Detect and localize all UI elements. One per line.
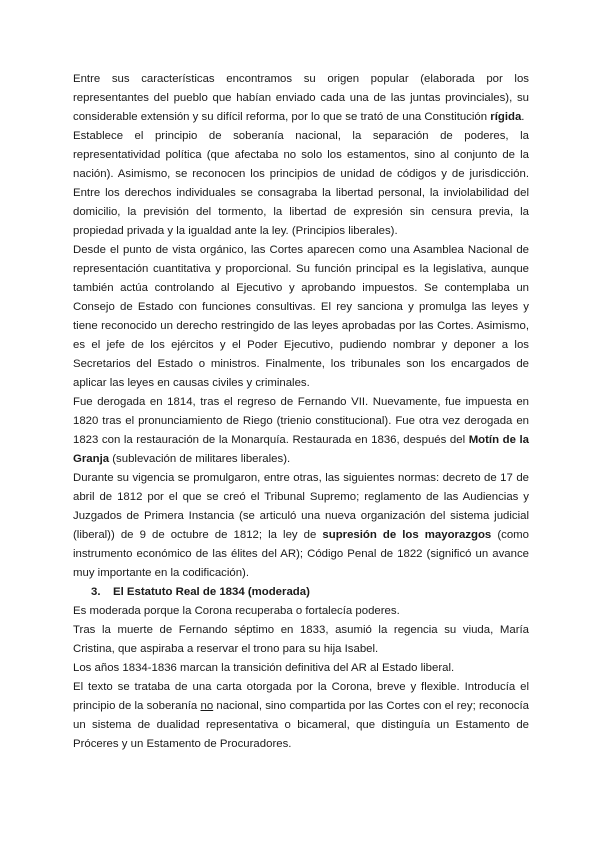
no-underlined: no (200, 700, 214, 712)
paragraph-carta-otorgada: El texto se trataba de una carta otorgada por la Corona, breve y flexible. Introducía el principio de la soberanía no nacional, sino compartida por las Cortes con el rey; reconocía un sistema de dualidad representativa o bicameral, que distinguía un Estamento de Próceres y un Estamento de Procuradores. (73, 681, 529, 750)
paragraph-regency: Tras la muerte de Fernando séptimo en 1833, asumió la regencia su viuda, María Cristina, que aspiraba a reservar el trono para su hija Isabel. (73, 624, 529, 655)
mayorazgos-bold: supresión de los mayorazgos (322, 529, 492, 541)
heading-text: El Estatuto Real de 1834 (moderada) (113, 586, 310, 598)
heading-number: 3. (91, 586, 101, 598)
paragraph-transition: Los años 1834-1836 marcan la transición definitiva del AR al Estado liberal. (73, 662, 455, 674)
paragraph-principles: Establece el principio de soberanía nacional, la separación de poderes, la representatividad política (que afectaba no solo los estamentos, sino al conjunto de la nación). Asimismo, se reconocen los principios de unidad de códigos y de jurisdicción. Entre los derechos individuales se consagraba la libertad personal, la inviolabilidad del domicilio, la previsión del tormento, la libertad de expresión sin censura previa, la propiedad privada y la igualdad ante la ley. (Principios liberales). (73, 130, 529, 237)
rigida-bold: rígida (490, 111, 522, 123)
paragraph-norms: Durante su vigencia se promulgaron, entre otras, las siguientes normas: decreto de 17 de abril de 1812 por el que se creó el Tribunal Supremo; reglamento de las Audiencias y Juzgados de Primera Instancia (se articuló una nueva organización del sistema judicial (liberal)) de 9 de octubre de 1812; la ley de supresión de los mayorazgos (como instrumento económico de las élites del AR); Código Penal de 1822 (significó un avance muy importante en la codificación). (73, 472, 529, 579)
section-heading (73, 583, 529, 602)
paragraph-characteristics: Entre sus características encontramos su origen popular (elaborada por los representantes del pueblo que habían enviado cada una de las juntas provinciales), su considerable extensión y su difícil reforma, por lo que se trató de una Constitución rígida. (73, 73, 529, 123)
paragraph-moderada: Es moderada porque la Corona recuperaba o fortalecía poderes. (73, 605, 400, 617)
motin-granja-bold: Motín de la Granja (73, 434, 529, 465)
paragraph-organic: Desde el punto de vista orgánico, las Cortes aparecen como una Asamblea Nacional de representación cuantitativa y proporcional. Su función principal es la legislativa, aunque también actúa controlando al Ejecutivo y aprobando impuestos. Se contemplaba un Consejo de Estado con funciones consultivas. El rey sanciona y promulga las leyes y tiene reconocido un derecho restringido de las leyes aprobadas por las Cortes. Asimismo, es el jefe de los ejércitos y el Poder Ejecutivo, pudiendo nombrar y deponer a los Secretarios del Estado o ministros. Finalmente, los tribunales son los encargados de aplicar las leyes en causas civiles y criminales. (73, 244, 529, 389)
paragraph-derogation: Fue derogada en 1814, tras el regreso de Fernando VII. Nuevamente, fue impuesta en 1820 tras el pronunciamiento de Riego (trienio constitucional). Fue otra vez derogada en 1823 con la restauración de la Monarquía. Restaurada en 1836, después del Motín de la Granja (sublevación de militares liberales). (73, 396, 529, 465)
document-page (73, 70, 529, 754)
